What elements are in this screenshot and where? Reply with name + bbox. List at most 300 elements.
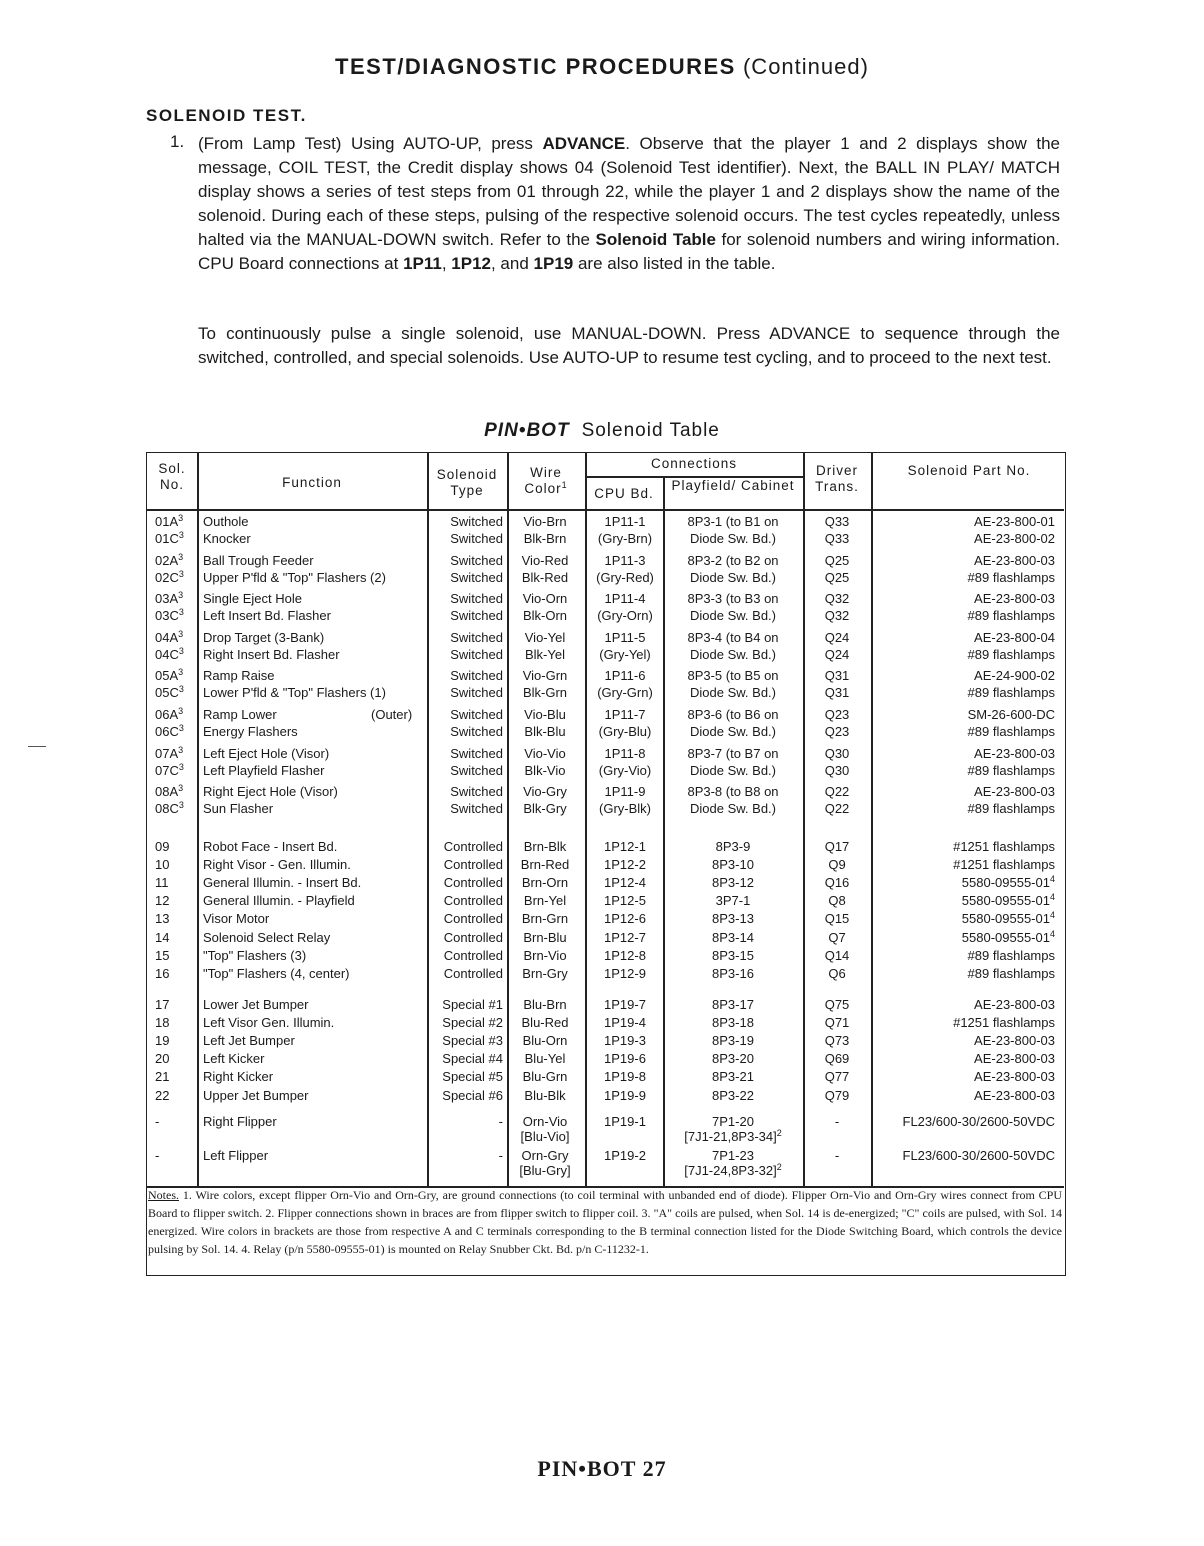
cell-type [429, 965, 503, 983]
cell-pf [669, 706, 797, 724]
cell-extra: (Outer) [371, 707, 413, 722]
cell-pf [669, 1087, 797, 1105]
cell-no [155, 874, 199, 892]
table-row [147, 929, 1067, 947]
table-row [147, 723, 1067, 741]
cell-text: AE-23-800-03 [974, 1087, 1055, 1103]
cell-wire [507, 530, 583, 548]
cell-text: Q33 [824, 531, 850, 546]
cell-text: Switched [450, 724, 503, 739]
cell-no [155, 947, 199, 965]
cell-type [429, 629, 503, 647]
cell-text: Blu-Orn [522, 1033, 568, 1049]
cell-text: #89 flashlamps [967, 646, 1055, 662]
cell-text: (Gry-Red) [596, 569, 654, 585]
cell-text: Upper P'fld & "Top" Flashers (2) [203, 569, 386, 585]
header-function: Function [282, 475, 342, 490]
cell-text: Controlled [443, 875, 503, 891]
cell-drv [807, 552, 867, 570]
cell-pf [669, 1068, 797, 1086]
cell-text: 8P3-5 (to B5 on [687, 668, 779, 684]
cell-text: Q6 [828, 965, 846, 981]
cell-text: Brn-Yel [523, 893, 567, 909]
paragraph-run: 1P19 [533, 254, 574, 273]
cell-text: Left Insert Bd. Flasher [203, 608, 331, 624]
table-row [147, 800, 1067, 818]
cell-pf [669, 629, 797, 647]
cell-cpu [589, 856, 661, 874]
cell-pf [669, 513, 797, 531]
cell-text: Vio-Orn [522, 591, 568, 607]
cell-text: FL23/600-30/2600-50VDC [902, 1114, 1055, 1129]
paragraph-run: are also listed in the table. [573, 254, 776, 273]
cell-text: Blk-Blu [524, 724, 566, 739]
cell-text: Q24 [824, 629, 850, 645]
cell-text: - [834, 1114, 840, 1129]
cell-type [429, 874, 503, 892]
cell-cpu [589, 996, 661, 1014]
cell-fn [203, 646, 427, 664]
cell-cpu [589, 1068, 661, 1086]
cell-type [429, 569, 503, 587]
cell-wire [507, 1068, 583, 1086]
header-playfield: Playfield/ Cabinet [671, 478, 795, 493]
cell-part [873, 629, 1061, 647]
cell-text: 1P19-8 [604, 1069, 646, 1085]
cell-drv [807, 1087, 867, 1105]
cell-text: Diode Sw. Bd.) [690, 531, 776, 546]
cell-part [873, 892, 1061, 910]
cell-text: Controlled [443, 947, 503, 963]
cell-text: Switched [450, 646, 503, 662]
cell-part [873, 1050, 1061, 1068]
cell-type [429, 667, 503, 685]
cell-pf [669, 569, 797, 587]
footnote-ref: 3 [178, 723, 184, 733]
cell-pf [669, 762, 797, 780]
cell-drv [807, 892, 867, 910]
cell-fn [203, 1014, 427, 1032]
cell-type [429, 590, 503, 608]
footnote-ref: 3 [178, 645, 184, 656]
cell-text: Orn-Vio [522, 1114, 568, 1129]
cell-part [873, 646, 1061, 664]
cell-pf [669, 783, 797, 801]
cell-type [429, 530, 503, 548]
cell-text: 07A [155, 745, 179, 761]
cell-text: Switched [450, 531, 503, 546]
cell-cpu [589, 530, 661, 548]
cell-text: Blu-Brn [523, 997, 567, 1012]
cell-text: 8P3-2 (to B2 on [687, 552, 779, 568]
cell-no [155, 629, 199, 647]
cell-fn [203, 947, 427, 965]
footnote-ref: 4 [1049, 874, 1055, 885]
cell-text: #89 flashlamps [967, 801, 1055, 817]
cell-wire [507, 745, 583, 763]
cell-part [873, 1068, 1061, 1086]
cell-text: Vio-Red [521, 552, 569, 568]
cell-type [429, 684, 503, 702]
cell-text: Switched [450, 608, 503, 624]
cell-type [429, 723, 503, 741]
cell-text: [7J1-24,8P3-32] [684, 1163, 777, 1178]
cell-text: Vio-Vio [524, 745, 566, 761]
cell-text: Q23 [824, 707, 850, 722]
cell-drv [807, 629, 867, 647]
cell-wire [507, 607, 583, 625]
cell-pf [669, 856, 797, 874]
footnote-ref: 3 [178, 667, 184, 678]
cell-text: #89 flashlamps [967, 569, 1055, 585]
paragraph-run: . Observe that the player 1 and 2 displays show the message, COIL TEST, the Credit display shows 04 (Solenoid Test identifier). Next, the BALL IN PLAY/ MATCH display shows a series of test steps from 01 through 22, while the player 1 and 2 displays show the name of the solenoid. During each of these steps, pulsing of the respective solenoid occurs. The test cycles repeatedly, unless halted via the MANUAL-DOWN switch. Refer to the [198, 134, 1060, 249]
cell-cpu [589, 1050, 661, 1068]
cell-fn [203, 838, 427, 856]
cell-text: Switched [450, 745, 503, 761]
cell-wire [507, 800, 583, 818]
cell-fn [203, 745, 427, 763]
cell-wire [507, 965, 583, 983]
cell-wire [507, 706, 583, 724]
cell-text: Q8 [828, 893, 846, 909]
header-connections: Connections [650, 456, 738, 471]
cell-text: Robot Face - Insert Bd. [203, 839, 338, 854]
cell-part [873, 762, 1061, 780]
cell-no [155, 856, 199, 874]
flipper-row-part [147, 1147, 1067, 1165]
cell-part [873, 530, 1061, 548]
cell-text: (Gry-Blk) [599, 801, 651, 817]
footnote-ref: 3 [178, 684, 184, 695]
cell-no [155, 590, 199, 608]
table-row [147, 762, 1067, 780]
cell-type [429, 1087, 503, 1105]
cell-text: [Blu-Vio] [520, 1129, 570, 1144]
cell-cpu [589, 929, 661, 947]
cell-text: 1P11-9 [604, 784, 646, 800]
cell-fn [203, 910, 427, 928]
cell-no [155, 706, 199, 724]
cell-text: Single Eject Hole [203, 591, 302, 607]
cell-text: Q71 [824, 1015, 850, 1031]
cell-cpu [589, 762, 661, 780]
cell-fn [203, 783, 427, 801]
procedure-paragraph-2: To continuously pulse a single solenoid, use MANUAL-DOWN. Press ADVANCE to sequence through the switched, controlled, and special solenoids. Use AUTO-UP to resume test cycling, and to proceed to the next test. [198, 324, 1060, 367]
procedure-paragraph-1 [198, 132, 1060, 276]
cell-fn [203, 684, 427, 702]
cell-no [155, 996, 199, 1014]
cell-part [873, 607, 1061, 625]
cell-text: - [155, 1114, 160, 1129]
cell-text: AE-24-900-02 [974, 668, 1055, 684]
cell-text: Q9 [828, 857, 846, 873]
paragraph-run: , [441, 254, 452, 273]
cell-text: Blk-Yel [525, 646, 565, 662]
cell-part [873, 1087, 1061, 1105]
cell-text: 18 [155, 1015, 170, 1031]
cell-drv [807, 745, 867, 763]
cell-text: 10 [155, 857, 170, 873]
cell-text: Brn-Grn [521, 911, 569, 927]
cell-pf [669, 590, 797, 608]
table-row [147, 530, 1067, 548]
cell-text: AE-23-800-03 [974, 745, 1055, 761]
cell-text: Brn-Vio [523, 947, 567, 963]
cell-text: Q24 [824, 646, 850, 662]
cell-text: AE-23-800-03 [974, 1051, 1055, 1067]
cell-pf [669, 996, 797, 1014]
cell-type [429, 783, 503, 801]
cell-text: Left Kicker [203, 1051, 265, 1067]
cell-text: Q69 [824, 1051, 850, 1067]
cell-wire [507, 874, 583, 892]
cell-wire [507, 1032, 583, 1050]
paragraph-run: for solenoid numbers and wiring information. CPU Board connections at [198, 230, 1061, 273]
cell-type [429, 892, 503, 910]
cell-drv [807, 513, 867, 531]
cell-drv [807, 910, 867, 928]
cell-part [873, 569, 1061, 587]
cell-text: 8P3-8 (to B8 on [687, 784, 779, 800]
cell-text: Ramp Lower [203, 707, 277, 722]
cell-text: 3P7-1 [715, 893, 751, 909]
cell-drv [807, 723, 867, 741]
cell-part [873, 800, 1061, 818]
cell-part [873, 513, 1061, 531]
cell-fn [203, 965, 427, 983]
cell-text: Q32 [824, 591, 850, 607]
cell-cpu [589, 569, 661, 587]
cell-text: Diode Sw. Bd.) [690, 608, 776, 624]
cell-drv [807, 684, 867, 702]
cell-text: 5580-09555-01 [961, 929, 1050, 945]
paragraph-run: ADVANCE [542, 134, 626, 153]
cell-text: #89 flashlamps [967, 685, 1055, 701]
cell-no [155, 1087, 199, 1105]
paragraph-run: Solenoid Table [595, 230, 716, 249]
cell-wire [507, 1014, 583, 1032]
cell-text: Blu-Grn [522, 1069, 568, 1085]
header-type: Solenoid Type [436, 467, 498, 498]
cell-text: 5580-09555-01 [961, 893, 1050, 909]
cell-text: #89 flashlamps [967, 965, 1055, 981]
cell-text: 1P19-3 [604, 1033, 646, 1049]
cell-type [429, 646, 503, 664]
cell-pf [669, 947, 797, 965]
cell-cpu [589, 745, 661, 763]
cell-text: 1P12-5 [604, 893, 646, 909]
cell-text: 15 [155, 947, 170, 963]
cell-text: 07C [155, 762, 179, 778]
cell-drv [807, 929, 867, 947]
cell-fn [203, 762, 427, 780]
cell-wire [507, 629, 583, 647]
cell-text: General Illumin. - Playfield [203, 893, 355, 909]
cell-wire [507, 929, 583, 947]
footnote-ref: 3 [178, 761, 184, 772]
flipper-row-part [147, 1113, 1067, 1131]
cell-no [155, 513, 199, 531]
footnote-ref: 3 [178, 590, 184, 601]
cell-fn [203, 1032, 427, 1050]
cell-text: Controlled [443, 839, 503, 854]
cell-fn [203, 667, 427, 685]
cell-text: Special #4 [442, 1051, 503, 1067]
cell-text: Blk-Gry [523, 801, 567, 817]
cell-type [429, 947, 503, 965]
cell-text: 1P11-3 [604, 552, 646, 568]
cell-text: 1P11-8 [604, 745, 646, 761]
cell-text: (Gry-Blu) [598, 724, 652, 739]
page-title: TEST/DIAGNOSTIC PROCEDURES (Continued) [335, 54, 869, 79]
table-row [147, 1087, 1067, 1105]
cell-drv [807, 1032, 867, 1050]
cell-text: 1P19-9 [604, 1087, 646, 1103]
cell-text: 08A [155, 784, 179, 800]
footnote-ref: 2 [776, 1128, 782, 1138]
cell-text: Q77 [824, 1069, 850, 1085]
step-number: 1. [170, 132, 185, 151]
cell-cpu [589, 1032, 661, 1050]
cell-text: 02A [155, 552, 179, 568]
cell-text: Q30 [824, 745, 850, 761]
cell-text: Blk-Grn [522, 685, 568, 701]
cell-part [873, 910, 1061, 928]
cell-pf [669, 552, 797, 570]
cell-wire [507, 569, 583, 587]
table-row [147, 856, 1067, 874]
cell-part [873, 745, 1061, 763]
cell-text: Left Playfield Flasher [203, 762, 325, 778]
cell-text: AE-23-800-03 [974, 784, 1055, 800]
cell-type [429, 762, 503, 780]
cell-drv [807, 874, 867, 892]
cell-wire [507, 762, 583, 780]
footnote-ref: 3 [178, 607, 184, 618]
cell-text: 03C [155, 608, 179, 624]
cell-text: 05C [155, 685, 179, 701]
cell-text: [Blu-Gry] [519, 1163, 571, 1178]
cell-text: Left Flipper [203, 1148, 269, 1163]
cell-text: 7P1-23 [712, 1148, 754, 1163]
cell-text: Q15 [824, 911, 850, 927]
cell-wire [507, 667, 583, 685]
cell-type [429, 1068, 503, 1086]
cell-text: 1P11-4 [604, 591, 646, 607]
table-notes: Notes. 1. Wire colors, except flipper Orn-Vio and Orn-Gry, are ground connections (to coil terminal with unbanded end of diode). Flipper Orn-Vio and Orn-Gry wires connect from CPU Board to flipper switch. 2. Flipper connections shown in braces are from flipper switch to flipper coil. 3. "A" coils are pulsed, when Sol. 14 is de-energized; "C" coils are pulsed, with Sol. 14 energized. Wire colors in brackets are those from respective A and C terminals corresponding to the B terminal connection listed for the Diode Switching Board, which controls the device pulsing by Sol. 14. 4. Relay (p/n 5580-09555-01) is mounted on Relay Snubber Ckt. Bd. p/n C-11232-1. [148, 1188, 1063, 1256]
cell-fn [203, 706, 427, 724]
cell-text: 5580-09555-01 [961, 911, 1050, 927]
cell-text: AE-23-800-03 [974, 997, 1055, 1012]
cell-type [429, 800, 503, 818]
cell-cpu [589, 723, 661, 741]
cell-pf [669, 745, 797, 763]
cell-text: 8P3-10 [712, 857, 754, 873]
cell-text: Controlled [443, 965, 503, 981]
cell-text: Diode Sw. Bd.) [690, 685, 776, 701]
cell-text: AE-23-800-03 [974, 1033, 1055, 1049]
cell-text: General Illumin. - Insert Bd. [203, 875, 362, 891]
cell-text: Controlled [443, 893, 503, 909]
cell-text: 13 [155, 911, 170, 927]
cell-text: Switched [450, 569, 503, 585]
cell-part [873, 947, 1061, 965]
cell-text: - [498, 1114, 503, 1129]
footnote-ref: 2 [776, 1162, 782, 1172]
cell-no [155, 1032, 199, 1050]
cell-text: Vio-Yel [524, 629, 566, 645]
cell-fn [203, 607, 427, 625]
table-row [147, 1050, 1067, 1068]
table-row [147, 783, 1067, 801]
cell-text: Right Visor - Gen. Illumin. [203, 857, 351, 873]
header-part: Solenoid Part No. [907, 463, 1031, 478]
cell-text: (Gry-Grn) [597, 685, 653, 701]
cell-text: Brn-Gry [522, 965, 568, 981]
cell-text: Q14 [824, 947, 850, 963]
cell-pf [669, 929, 797, 947]
cell-text: (Gry-Vio) [598, 762, 652, 778]
cell-text: Lower Jet Bumper [203, 997, 309, 1012]
cell-wire [507, 892, 583, 910]
cell-part [873, 684, 1061, 702]
cell-text: 1P12-9 [604, 965, 646, 981]
cell-type [429, 513, 503, 531]
cell-type [429, 1032, 503, 1050]
cell-drv [807, 856, 867, 874]
cell-pf [669, 530, 797, 548]
solenoid-table [146, 452, 1066, 1276]
cell-text: Diode Sw. Bd.) [690, 801, 776, 817]
cell-cpu [589, 590, 661, 608]
cell-part [873, 929, 1061, 947]
cell-text: 1P19-4 [604, 1015, 646, 1031]
cell-drv [807, 590, 867, 608]
cell-text: Switched [450, 801, 503, 817]
cell-text: 02C [155, 569, 179, 585]
cell-cpu [589, 706, 661, 724]
cell-part [873, 1032, 1061, 1050]
cell-text: #1251 flashlamps [953, 857, 1055, 873]
header-wire: Wire Color$^1$ [524, 465, 568, 496]
cell-fn [203, 530, 427, 548]
cell-text: Q25 [824, 552, 850, 568]
cell-text: 8P3-1 (to B1 on [687, 514, 779, 529]
cell-text: 8P3-13 [712, 911, 754, 927]
cell-fn [203, 1087, 427, 1105]
cell-no [155, 838, 199, 856]
cell-text: Q33 [824, 514, 850, 529]
table-row [147, 607, 1067, 625]
table-title: PIN•BOT Solenoid Table [484, 420, 720, 441]
cell-text: Knocker [203, 531, 251, 546]
cell-fn [203, 590, 427, 608]
header-sol-no: Sol. No. [158, 461, 186, 492]
cell-part [873, 838, 1061, 856]
cell-wire [507, 996, 583, 1014]
cell-text: 8P3-12 [712, 875, 754, 891]
cell-text: Switched [450, 707, 503, 722]
cell-no [155, 745, 199, 763]
cell-pf [669, 1032, 797, 1050]
cell-fn [203, 723, 427, 741]
cell-fn [203, 629, 427, 647]
cell-wire [507, 723, 583, 741]
cell-text: 1P12-4 [604, 875, 646, 891]
cell-text: 1P12-8 [604, 947, 646, 963]
cell-text: 21 [155, 1069, 170, 1085]
cell-wire [507, 646, 583, 664]
